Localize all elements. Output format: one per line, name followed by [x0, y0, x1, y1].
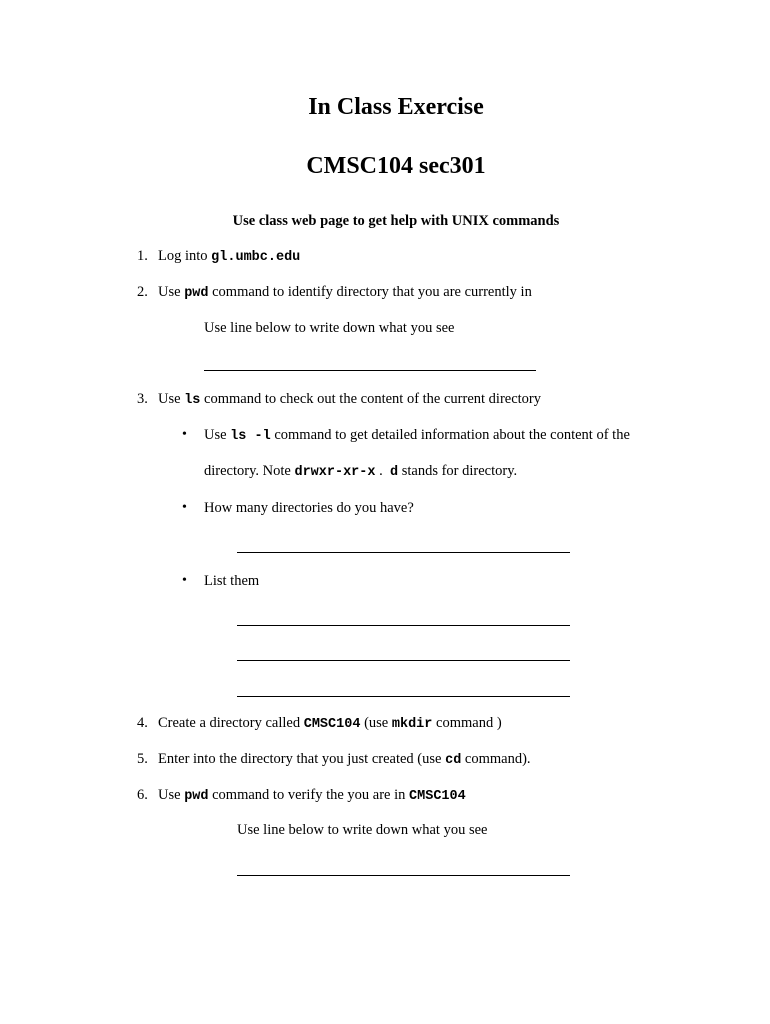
- bullet-icon: •: [182, 573, 187, 588]
- code-text: CMSC104: [409, 789, 466, 804]
- answer-line: [237, 625, 570, 626]
- item-5-text: [158, 751, 531, 768]
- course-title: CMSC104 sec301: [306, 153, 486, 179]
- bullet-2-text: How many directories do you have?: [204, 500, 414, 516]
- item-text: (use: [360, 715, 392, 731]
- item-3-text: [158, 391, 541, 408]
- item-text: command).: [461, 751, 531, 767]
- item-2-note: Use line below to write down what you see: [204, 320, 455, 336]
- bullet-3-text: List them: [204, 573, 260, 589]
- bullet-text: stands for directory.: [398, 463, 518, 479]
- item-text: Log into: [158, 248, 212, 264]
- bullet-text: command to get detailed information about the content of the: [270, 427, 630, 443]
- bullet-text: Use: [204, 427, 231, 443]
- item-number: 6.: [137, 787, 148, 803]
- item-number: 3.: [137, 391, 148, 407]
- item-text: Use: [158, 787, 185, 803]
- answer-line: [237, 875, 570, 876]
- code-text: pwd: [184, 286, 209, 301]
- bullet-icon: •: [182, 500, 187, 515]
- instruction-heading: Use class web page to get help with UNIX commands: [232, 213, 560, 229]
- bullet-1-text: [204, 427, 630, 444]
- item-number: 5.: [137, 751, 148, 767]
- answer-line: [237, 696, 570, 697]
- bullet-text: .: [375, 463, 390, 479]
- bullet-text: directory. Note: [204, 463, 295, 479]
- code-text: pwd: [184, 789, 209, 804]
- item-text: Use: [158, 284, 185, 300]
- item-6-text: [158, 787, 466, 804]
- code-text: ls -l: [230, 429, 271, 444]
- item-text: command to identify directory that you are currently in: [208, 284, 532, 300]
- code-text: mkdir: [391, 717, 433, 732]
- item-number: 2.: [137, 284, 148, 300]
- answer-line: [237, 552, 570, 553]
- code-text: d: [389, 465, 399, 480]
- item-text: Create a directory called: [158, 715, 304, 731]
- item-text: command to check out the content of the current directory: [200, 391, 542, 407]
- item-text: command ): [432, 715, 502, 731]
- item-number: 1.: [137, 248, 148, 264]
- answer-line: [204, 370, 536, 371]
- item-6-note: Use line below to write down what you see: [237, 822, 488, 838]
- item-4-text: [158, 715, 502, 732]
- item-text: Enter into the directory that you just created (use: [158, 751, 446, 767]
- bullet-1-continuation: [204, 463, 517, 480]
- bullet-icon: •: [182, 427, 187, 442]
- item-number: 4.: [137, 715, 148, 731]
- code-text: drwxr-xr-x: [294, 465, 376, 480]
- item-1-text: [158, 248, 300, 265]
- answer-line: [237, 660, 570, 661]
- item-text: command to verify the you are in: [208, 787, 410, 803]
- page-title: In Class Exercise: [308, 94, 484, 120]
- item-text: Use: [158, 391, 185, 407]
- code-text: cd: [445, 753, 462, 768]
- code-text: gl.umbc.edu: [211, 250, 301, 265]
- item-2-text: [158, 284, 532, 301]
- code-text: ls: [184, 393, 201, 408]
- code-text: CMSC104: [303, 717, 361, 732]
